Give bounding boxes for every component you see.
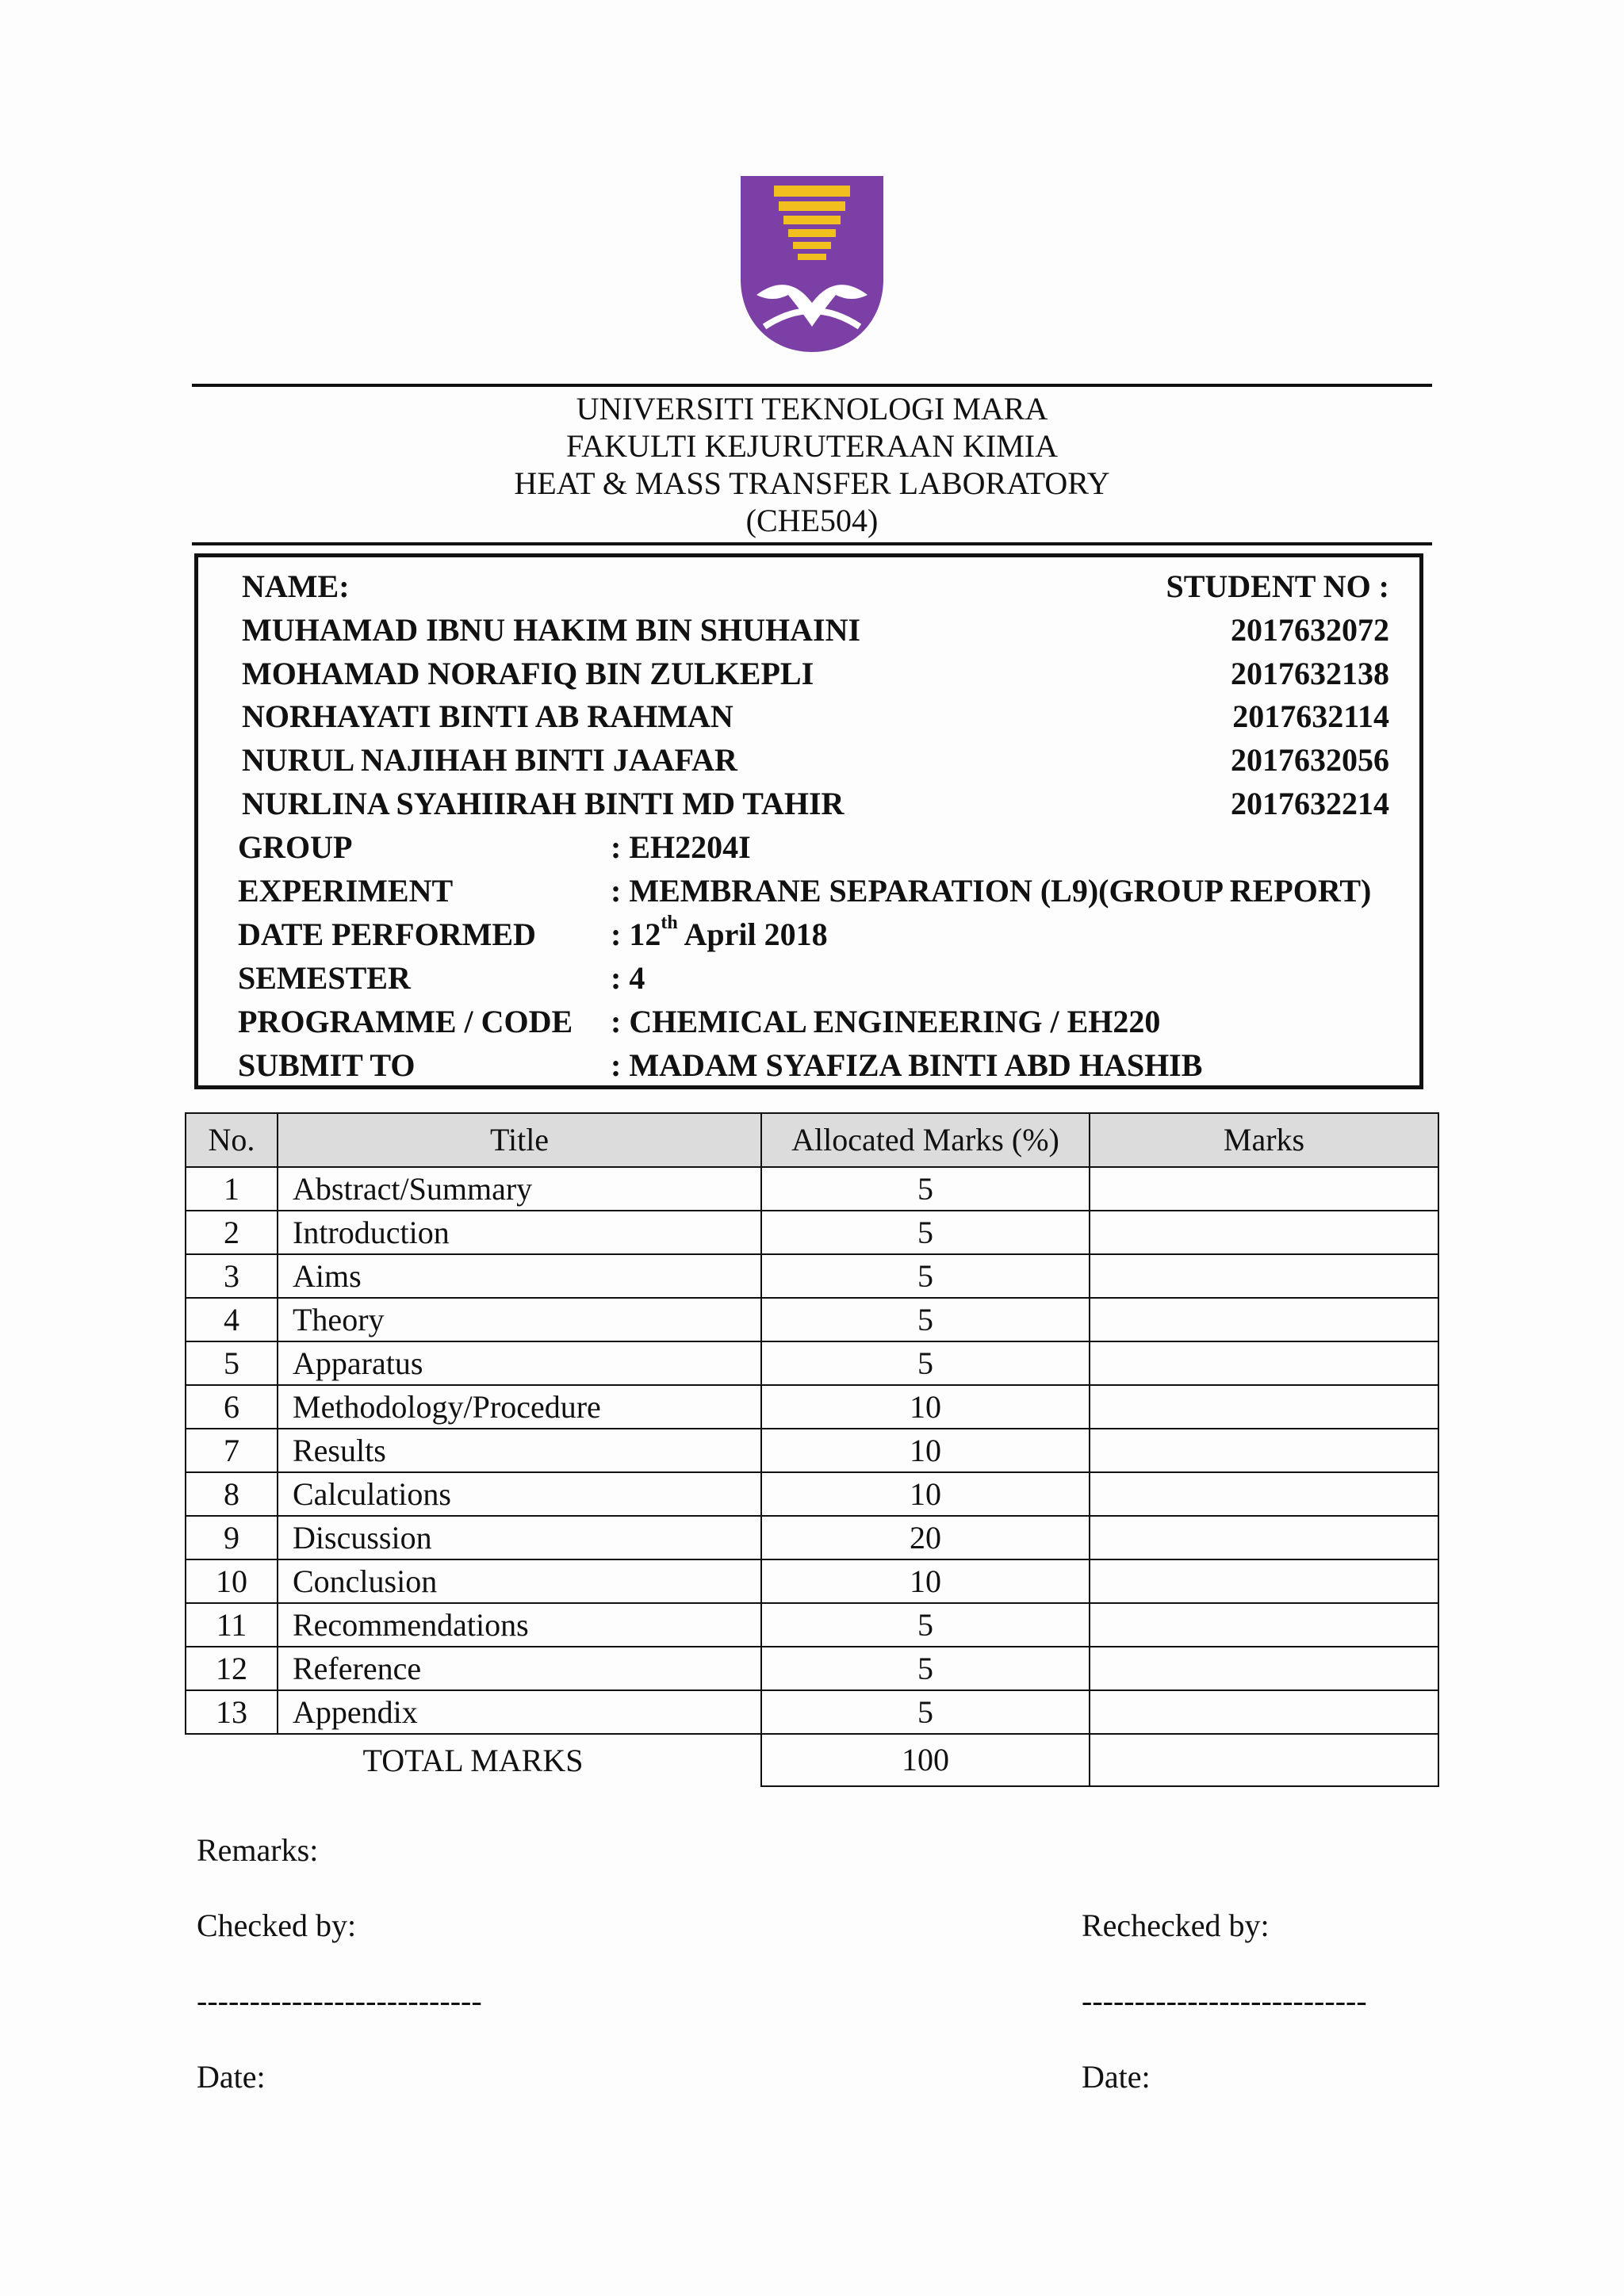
row-no: 3 [186, 1254, 278, 1298]
table-row [186, 1211, 1438, 1254]
row-title: Appendix [278, 1690, 761, 1734]
row-title: Reference [278, 1647, 761, 1690]
table-row [186, 1167, 1438, 1211]
row-marks [1090, 1690, 1438, 1734]
row-marks [1090, 1254, 1438, 1298]
experiment-value: : MEMBRANE SEPARATION (L9)(GROUP REPORT) [611, 873, 1372, 909]
row-no: 12 [186, 1647, 278, 1690]
total-row [186, 1734, 1438, 1786]
table-row [186, 1690, 1438, 1734]
faculty-name: FAKULTI KEJURUTERAAN KIMIA [566, 428, 1058, 464]
table-row [186, 1559, 1438, 1603]
university-logo [741, 176, 883, 352]
row-allocated: 5 [761, 1647, 1090, 1690]
row-allocated: 10 [761, 1559, 1090, 1603]
checked-by-label: Checked by: [197, 1908, 357, 1943]
row-no: 7 [186, 1429, 278, 1472]
semester-label: SEMESTER [238, 960, 411, 996]
row-allocated: 10 [761, 1385, 1090, 1429]
experiment-label: EXPERIMENT [238, 873, 454, 909]
row-marks [1090, 1603, 1438, 1647]
row-no: 8 [186, 1472, 278, 1516]
table-header-row [186, 1113, 1438, 1167]
student-number: 2017632072 [1231, 612, 1389, 648]
row-marks [1090, 1167, 1438, 1211]
row-title: Discussion [278, 1516, 761, 1559]
student-number: 2017632138 [1231, 656, 1389, 691]
col-header-marks: Marks [1090, 1113, 1438, 1167]
row-marks [1090, 1298, 1438, 1341]
row-title: Results [278, 1429, 761, 1472]
table-row [186, 1516, 1438, 1559]
programme-value: : CHEMICAL ENGINEERING / EH220 [611, 1004, 1161, 1039]
row-no: 11 [186, 1603, 278, 1647]
row-marks [1090, 1341, 1438, 1385]
row-marks [1090, 1516, 1438, 1559]
checked-date-label: Date: [197, 2059, 266, 2095]
marks-table [185, 1112, 1439, 1787]
table-row [186, 1429, 1438, 1472]
total-marks-label: TOTAL MARKS [186, 1734, 761, 1786]
row-marks [1090, 1211, 1438, 1254]
row-no: 13 [186, 1690, 278, 1734]
student-name: NORHAYATI BINTI AB RAHMAN [242, 698, 733, 734]
row-no: 10 [186, 1559, 278, 1603]
laboratory-name: HEAT & MASS TRANSFER LABORATORY [514, 465, 1110, 501]
row-allocated: 5 [761, 1603, 1090, 1647]
group-value: : EH2204I [611, 829, 751, 865]
student-name: NURLINA SYAHIIRAH BINTI MD TAHIR [242, 786, 845, 821]
row-allocated: 5 [761, 1167, 1090, 1211]
row-no: 2 [186, 1211, 278, 1254]
report-header [192, 390, 1432, 539]
checked-signature-line: --------------------------- [197, 1983, 482, 2019]
header-rule-top [192, 384, 1432, 387]
row-title: Abstract/Summary [278, 1167, 761, 1211]
table-row [186, 1298, 1438, 1341]
student-name: MUHAMAD IBNU HAKIM BIN SHUHAINI [242, 612, 861, 648]
table-row [186, 1472, 1438, 1516]
row-allocated: 10 [761, 1429, 1090, 1472]
total-marks-value: 100 [761, 1734, 1090, 1786]
row-marks [1090, 1385, 1438, 1429]
row-title: Theory [278, 1298, 761, 1341]
row-no: 6 [186, 1385, 278, 1429]
rechecked-by-label: Rechecked by: [1082, 1908, 1270, 1943]
col-header-title: Title [278, 1113, 761, 1167]
date-performed-label: DATE PERFORMED [238, 916, 536, 952]
submit-to-value: : MADAM SYAFIZA BINTI ABD HASHIB [611, 1047, 1203, 1083]
table-row [186, 1341, 1438, 1385]
row-allocated: 10 [761, 1472, 1090, 1516]
rechecked-signature-line: --------------------------- [1082, 1983, 1367, 2019]
student-number: 2017632056 [1231, 742, 1389, 778]
row-marks [1090, 1472, 1438, 1516]
row-title: Calculations [278, 1472, 761, 1516]
table-row [186, 1385, 1438, 1429]
row-allocated: 5 [761, 1690, 1090, 1734]
row-title: Recommendations [278, 1603, 761, 1647]
table-row [186, 1647, 1438, 1690]
row-marks [1090, 1559, 1438, 1603]
row-title: Apparatus [278, 1341, 761, 1385]
student-name: MOHAMAD NORAFIQ BIN ZULKEPLI [242, 656, 814, 691]
row-no: 4 [186, 1298, 278, 1341]
date-performed-value: : 12th April 2018 [611, 913, 828, 952]
total-marks-awarded [1090, 1734, 1438, 1786]
table-row [186, 1603, 1438, 1647]
submit-to-label: SUBMIT TO [238, 1047, 416, 1083]
student-number: 2017632114 [1232, 698, 1389, 734]
row-allocated: 5 [761, 1341, 1090, 1385]
row-allocated: 20 [761, 1516, 1090, 1559]
name-label: NAME: [242, 568, 350, 604]
row-marks [1090, 1647, 1438, 1690]
university-name: UNIVERSITI TEKNOLOGI MARA [576, 391, 1048, 427]
row-title: Introduction [278, 1211, 761, 1254]
row-no: 9 [186, 1516, 278, 1559]
table-row [186, 1254, 1438, 1298]
semester-value: : 4 [611, 960, 645, 996]
student-no-label: STUDENT NO : [1166, 568, 1389, 604]
row-marks [1090, 1429, 1438, 1472]
programme-label: PROGRAMME / CODE [238, 1004, 573, 1039]
row-title: Aims [278, 1254, 761, 1298]
student-name: NURUL NAJIHAH BINTI JAAFAR [242, 742, 737, 778]
rechecked-date-label: Date: [1082, 2059, 1151, 2095]
row-allocated: 5 [761, 1298, 1090, 1341]
group-label: GROUP [238, 829, 353, 865]
student-number: 2017632214 [1231, 786, 1389, 821]
row-no: 5 [186, 1341, 278, 1385]
col-header-allocated: Allocated Marks (%) [761, 1113, 1090, 1167]
header-rule-bottom [192, 542, 1432, 545]
row-allocated: 5 [761, 1254, 1090, 1298]
col-header-no: No. [186, 1113, 278, 1167]
course-code: (CHE504) [745, 503, 879, 538]
row-allocated: 5 [761, 1211, 1090, 1254]
row-title: Conclusion [278, 1559, 761, 1603]
row-no: 1 [186, 1167, 278, 1211]
remarks-label: Remarks: [197, 1832, 319, 1868]
row-title: Methodology/Procedure [278, 1385, 761, 1429]
